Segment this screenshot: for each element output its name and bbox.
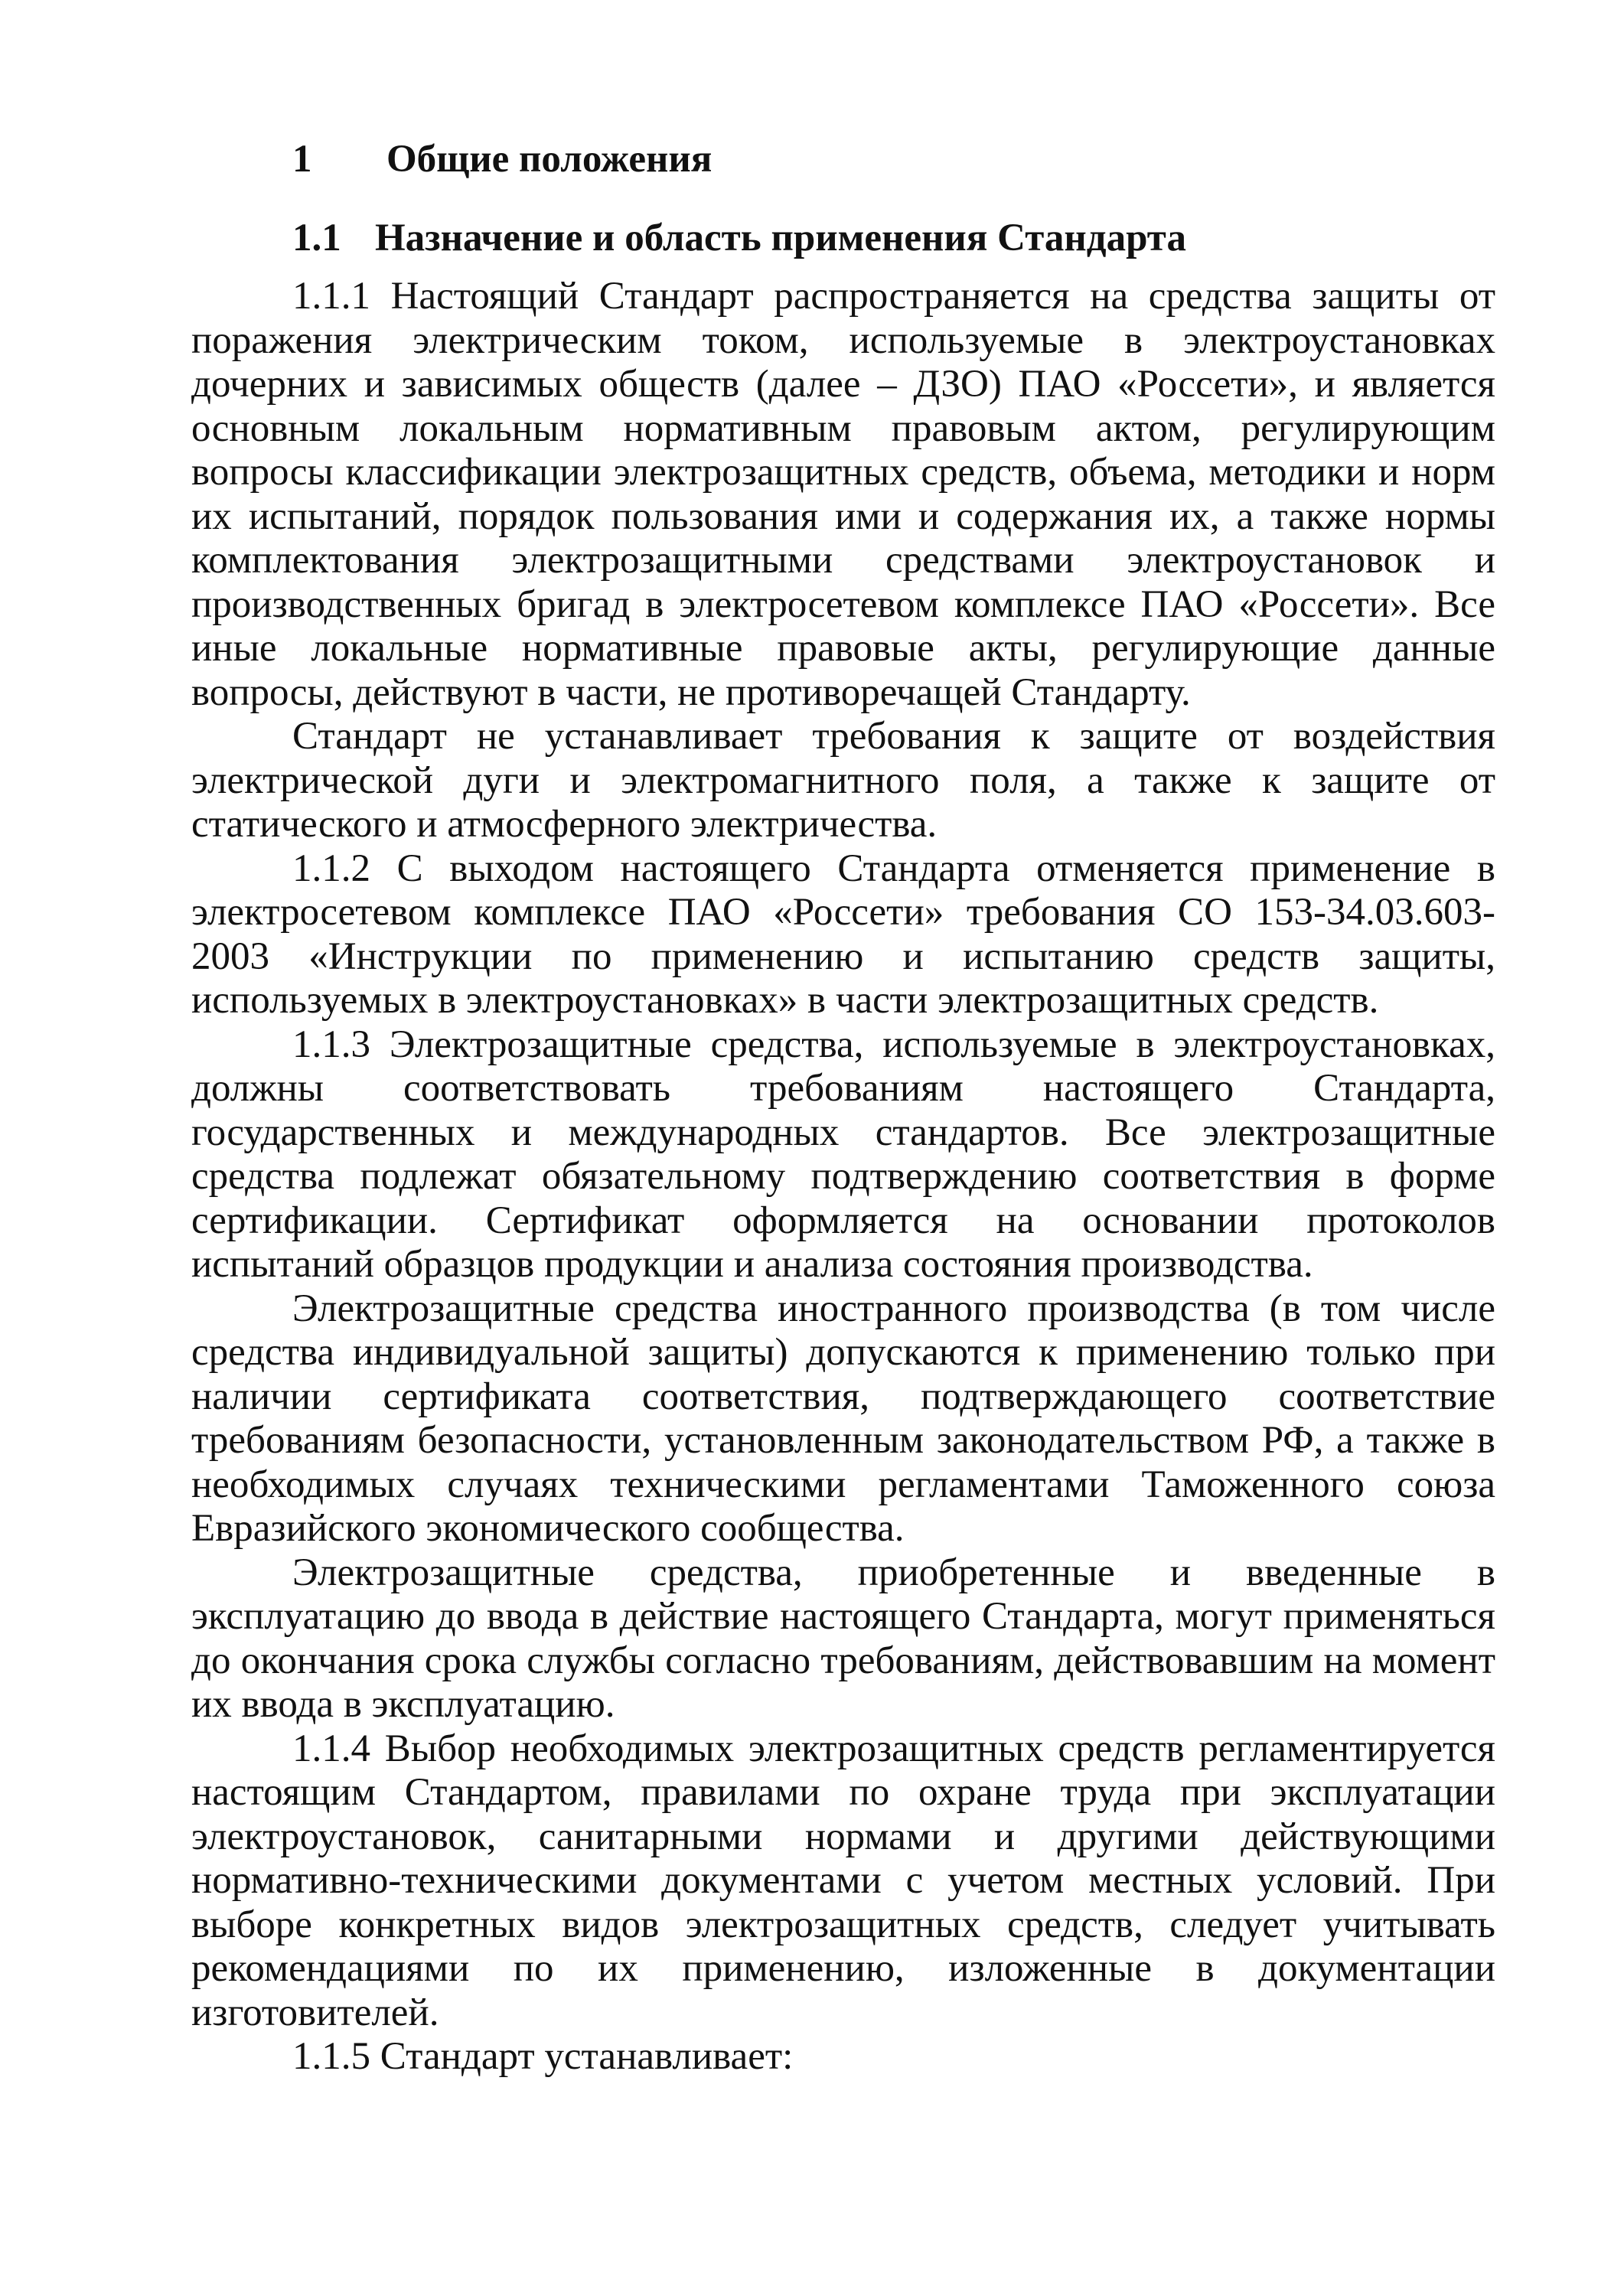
paragraph-foreign-production: Электрозащитные средства иностранного производства (в том числе средства индивидуальной защиты) допускаются к применению только при наличии сертификата соответствия, подтверждающего соответствие требованиям безопасности, установленным законодательством РФ, а также в необходимых случаях техническими регламентами Таможенного союза Евразийского экономического сообщества. [191,1287,1495,1550]
document-page [191,0,1495,2296]
paragraph-1-1-4: 1.1.4 Выбор необходимых электрозащитных средств регламентируется настоящим Стандартом, правилами по охране труда при эксплуатации электроустановок, санитарными нормами и другими действующими нормативно-техническими документами с учетом местных условий. При выборе конкретных видов электрозащитных средств, следует учитывать рекомендациями по их применению, изложенные в документации изготовителей. [191,1727,1495,2034]
paragraph-existing-equipment: Электрозащитные средства, приобретенные и введенные в эксплуатацию до ввода в действие настоящего Стандарта, могут применяться до окончания срока службы согласно требованиям, действовавшим на момент их ввода в эксплуатацию. [191,1551,1495,1726]
section-title: Общие положения [386,138,713,181]
subsection-title: Назначение и область применения Стандарта [375,217,1186,259]
subsection-number: 1.1 [292,217,341,259]
document-body [191,275,1495,2079]
paragraph-1-1-1: 1.1.1 Настоящий Стандарт распространяется на средства защиты от поражения электрическим током, используемые в электроустановках дочерних и зависимых обществ (далее – ДЗО) ПАО «Россети», и является основным локальным нормативным правовым актом, регулирующим вопросы классификации электрозащитных средств, объема, методики и норм их испытаний, порядок пользования ими и содержания их, а также нормы комплектования электрозащитными средствами электроустановок и производственных бригад в электросетевом комплексе ПАО «Россети». Все иные локальные нормативные правовые акты, регулирующие данные вопросы, действуют в части, не противоречащей Стандарту. [191,275,1495,714]
paragraph-1-1-5: 1.1.5 Стандарт устанавливает: [292,2035,794,2078]
paragraph-1-1-3: 1.1.3 Электрозащитные средства, используемые в электроустановках, должны соответствовать требованиям настоящего Стандарта, государственных и международных стандартов. Все электрозащитные средства подлежат обязательному подтверждению соответствия в форме сертификации. Сертификат оформляется на основании протоколов испытаний образцов продукции и анализа состояния производства. [191,1022,1495,1286]
section-number: 1 [292,138,312,181]
paragraph-1-1-2: 1.1.2 С выходом настоящего Стандарта отменяется применение в электросетевом комплексе ПАО «Россети» требования СО 153-34.03.603-2003 «Инструкции по применению и испытанию средств защиты, используемых в электроустановках» в части электрозащитных средств. [191,846,1495,1022]
paragraph-scope-exclusion: Стандарт не устанавливает требования к защите от воздействия электрической дуги и электромагнитного поля, а также к защите от статического и атмосферного электричества. [191,715,1495,846]
